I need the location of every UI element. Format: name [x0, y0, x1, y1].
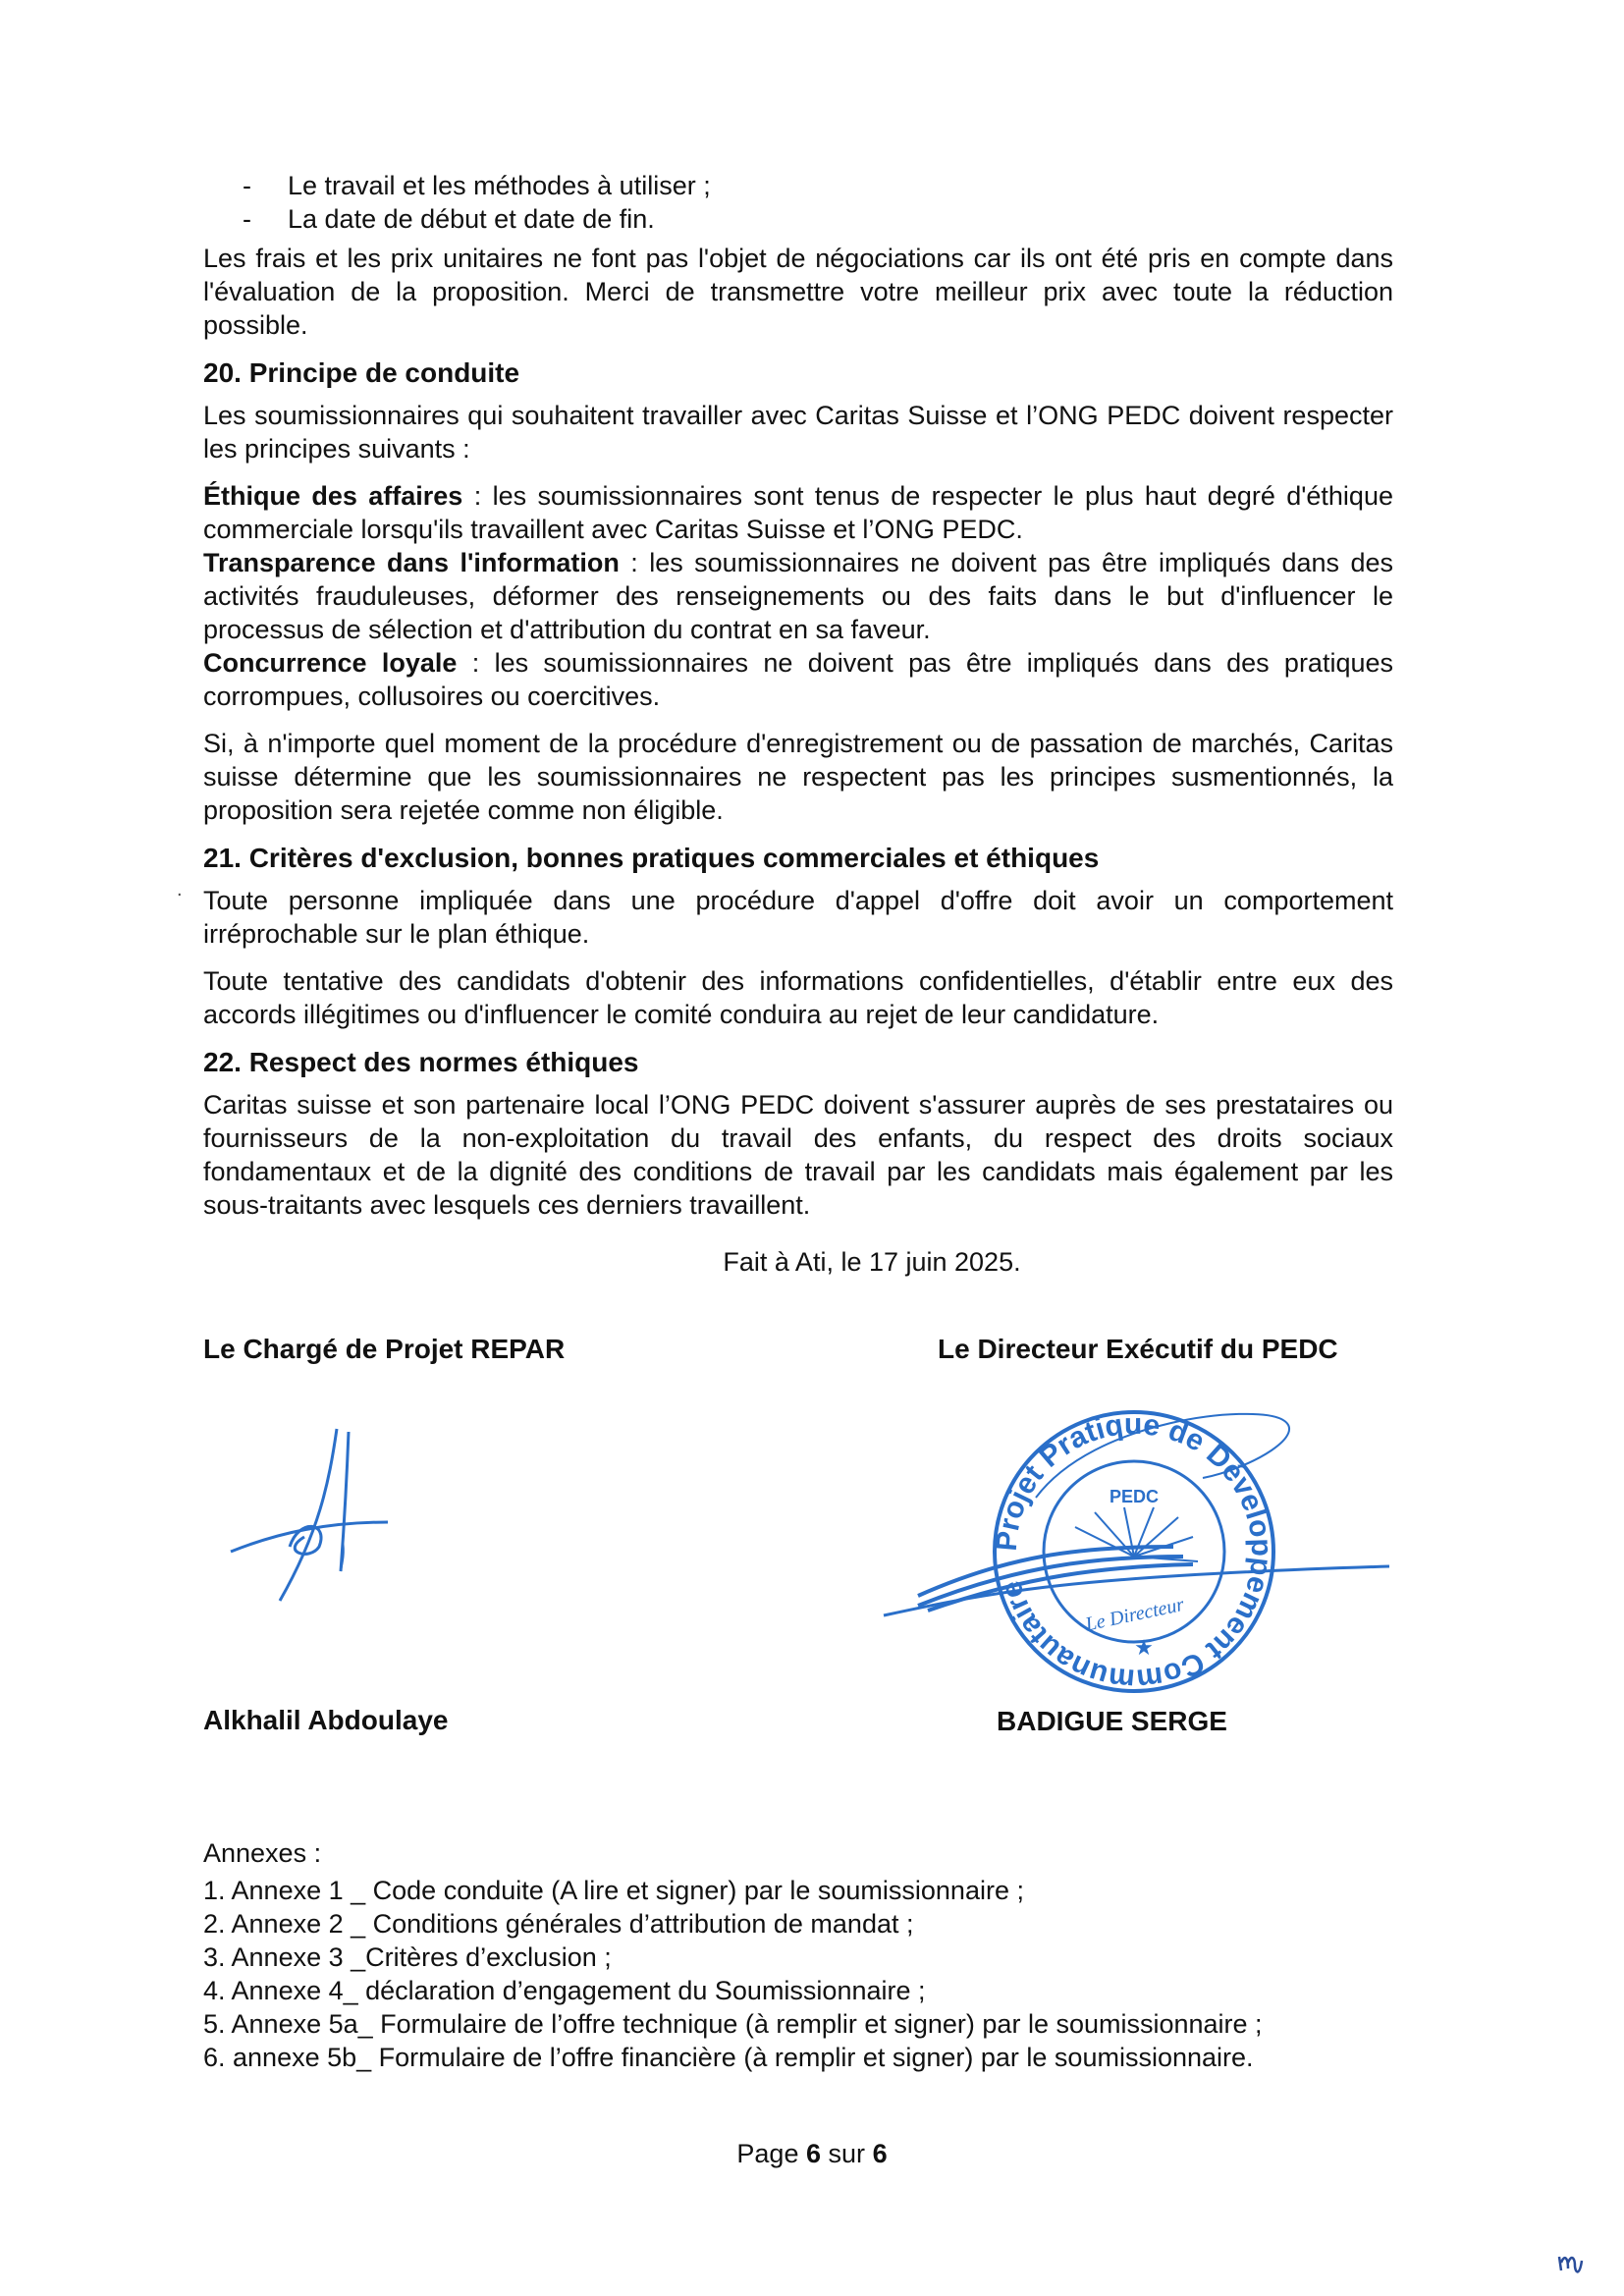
initials-mark [1556, 2249, 1586, 2278]
handwritten-signature-left [221, 1424, 398, 1620]
annexes-title: Annexes : [203, 1838, 322, 1868]
section-22-heading: 22. Respect des normes éthiques [203, 1047, 639, 1077]
margin-mark: . [177, 879, 183, 901]
section-20-heading: 20. Principe de conduite [203, 357, 520, 388]
annex-item: 1. Annexe 1 _ Code conduite (A lire et signer) par le soumissionnaire ; [203, 1876, 1024, 1905]
principle-term: Transparence dans l'information [203, 548, 620, 577]
official-stamp [879, 1399, 1389, 1704]
page-footer [0, 2139, 1624, 2169]
stamp-center-bottom: Le Directeur [1083, 1593, 1186, 1636]
page-total: 6 [872, 2139, 888, 2168]
principle-term: Éthique des affaires [203, 481, 463, 511]
stamp-star-icon: ★ [1134, 1636, 1154, 1661]
page-sep: sur [828, 2139, 866, 2168]
page-body [203, 169, 1393, 1279]
right-signatory-name: BADIGUE SERGE [997, 1706, 1227, 1736]
annex-item: 4. Annexe 4_ déclaration d’engagement du Soumissionnaire ; [203, 1976, 926, 2005]
left-signatory-title: Le Chargé de Projet REPAR [203, 1334, 566, 1364]
page-current: 6 [805, 2139, 822, 2168]
section-21-paragraph-1: Toute personne impliquée dans une procédure d'appel d'offre doit avoir un comportement irréprochable sur le plan éthique. [203, 886, 1393, 949]
section-20-intro: Les soumissionnaires qui souhaitent travailler avec Caritas Suisse et l’ONG PEDC doivent respecter les principes suivants : [203, 401, 1393, 464]
annexes-section [203, 1836, 1263, 2074]
bullet-list [203, 169, 1393, 236]
principle-transparency [203, 546, 1393, 646]
principle-text: : les soumissionnaires sont tenus de respecter le plus haut degré d'éthique commerciale lorsqu'ils travaillent avec Caritas Suisse et l’ONG PEDC. [203, 481, 1393, 544]
place-date: Fait à Ati, le 17 juin 2025. [723, 1247, 1021, 1277]
principle-text: : les soumissionnaires ne doivent pas être impliqués dans des pratiques corrompues, collusoires ou coercitives. [203, 648, 1393, 711]
section-22-paragraph: Caritas suisse et son partenaire local l’ONG PEDC doivent s'assurer auprès de ses prestataires ou fournisseurs de la non-exploitation du travail des enfants, du respect des droits sociaux fondamentaux et de la dignité des conditions de travail par les candidats mais également par les sous-traitants avec lesquels ces derniers travaillent. [203, 1090, 1393, 1220]
principle-term: Concurrence loyale [203, 648, 458, 678]
annex-item: 2. Annexe 2 _ Conditions générales d’attribution de mandat ; [203, 1909, 914, 1939]
pricing-paragraph: Les frais et les prix unitaires ne font pas l'objet de négociations car ils ont été pris en compte dans l'évaluation de la proposition. Merci de transmettre votre meilleur prix avec toute la réduction possible. [203, 244, 1393, 340]
left-signatory-name: Alkhalil Abdoulaye [203, 1705, 449, 1735]
stamp-ring-text: Projet Pratique de Développement Communautaire [990, 1407, 1278, 1696]
bullet-item: - La date de début et date de fin. [243, 204, 655, 234]
principle-competition [203, 646, 1393, 713]
section-21-heading: 21. Critères d'exclusion, bonnes pratiques commerciales et éthiques [203, 843, 1100, 873]
stamp-center-top: PEDC [1109, 1487, 1160, 1506]
principle-text: : les soumissionnaires ne doivent pas être impliqués dans des activités frauduleuses, déformer des renseignements ou des faits dans le but d'influencer le processus de sélection et d'attribution du contrat en sa faveur. [203, 548, 1393, 644]
right-signatory-title: Le Directeur Exécutif du PEDC [938, 1334, 1338, 1364]
section-20-closing: Si, à n'importe quel moment de la procédure d'enregistrement ou de passation de marchés, Caritas suisse détermine que les soumissionnaires ne respectent pas les principes susmentionnés, la proposition sera rejetée comme non éligible. [203, 729, 1393, 825]
principle-ethics [203, 479, 1393, 546]
bullet-item: - Le travail et les méthodes à utiliser ; [243, 171, 711, 200]
section-21-paragraph-2: Toute tentative des candidats d'obtenir des informations confidentielles, d'établir entre eux des accords illégitimes ou d'influencer le comité conduira au rejet de leur candidature. [203, 966, 1393, 1029]
page-word: Page [736, 2139, 799, 2168]
annexes-list [203, 1874, 1263, 2074]
annex-item: 3. Annexe 3 _Critères d’exclusion ; [203, 1942, 612, 1972]
annex-item: 5. Annexe 5a_ Formulaire de l’offre technique (à remplir et signer) par le soumissionnaire ; [203, 2009, 1263, 2039]
annex-item: 6. annexe 5b_ Formulaire de l’offre financière (à remplir et signer) par le soumissionnaire. [203, 2043, 1254, 2072]
